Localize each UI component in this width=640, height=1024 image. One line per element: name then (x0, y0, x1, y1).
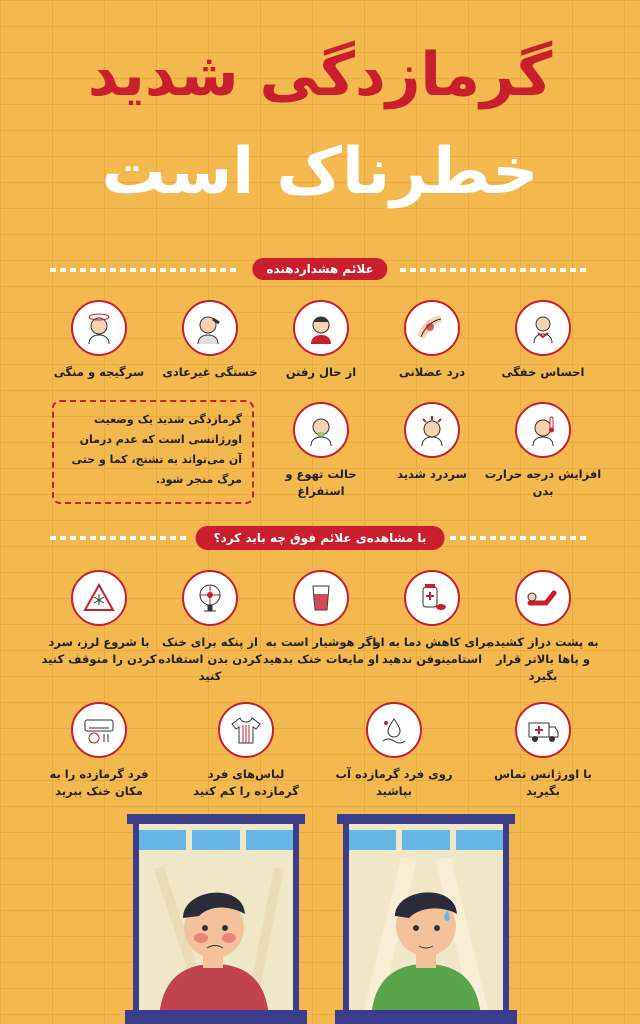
choking-icon (515, 300, 571, 356)
title-line-1: گرمازدگی شدید (87, 40, 553, 110)
symptom-label: سرگیجه و منگی (53, 365, 145, 379)
action-item (372, 570, 492, 668)
actions-section-header (0, 526, 640, 548)
symptom-item (483, 300, 603, 381)
window-top (127, 814, 305, 824)
symptom-label: افزایش درجه حرارت بدن (484, 467, 602, 498)
action-label: لباس‌های فرد گرمازده را کم کنید (193, 767, 299, 798)
window-sill (335, 1010, 517, 1024)
action-label: برای کاهش دما به او استامینوفن ندهید (373, 635, 491, 666)
action-item (39, 570, 159, 668)
warning-note: گرمازدگی شدید یک وضعیت اورژانسی است که عدم درمان آن می‌تواند به تشنج، کما و حتی مرگ منجر شود. (52, 400, 254, 504)
title-line-2: خطرناک است (101, 135, 539, 209)
fatigue-icon (182, 300, 238, 356)
symptom-item (261, 402, 381, 500)
action-label: روی فرد گرمازده آب بپاشید (335, 767, 453, 798)
no-medicine-icon (404, 570, 460, 626)
divider (50, 536, 190, 540)
section-label: با مشاهده‌ی علائم فوق چه باید کرد؟ (196, 526, 445, 550)
window-top (337, 814, 515, 824)
symptom-label: احساس خفگی (501, 365, 585, 379)
symptom-item (261, 300, 381, 381)
action-label: اگر هوشیار است به او مایعات خنک بدهید (262, 635, 380, 666)
window-illustration-right (343, 818, 509, 1024)
symptom-item (39, 300, 159, 381)
symptom-item (372, 402, 492, 483)
section-label: علائم هشداردهنده (252, 258, 387, 280)
window-panes (349, 830, 503, 850)
action-item (483, 702, 603, 800)
water-drops-icon (366, 702, 422, 758)
action-label: فرد گرمازده را به مکان خنک ببرید (49, 767, 149, 798)
action-item (150, 570, 270, 685)
sick-person-illustration (139, 858, 293, 1024)
action-item (261, 570, 381, 668)
action-item (39, 702, 159, 800)
cold-warning-icon (71, 570, 127, 626)
action-item (186, 702, 306, 800)
window-illustration-left (133, 818, 299, 1024)
fan-icon (182, 570, 238, 626)
water-glass-icon (293, 570, 349, 626)
action-label: با شروع لرز، سرد کردن را متوقف کنید (41, 635, 157, 666)
shirt-icon (218, 702, 274, 758)
action-item (334, 702, 454, 800)
fainting-icon (293, 300, 349, 356)
symptom-item (372, 300, 492, 381)
vomiting-icon (293, 402, 349, 458)
fever-icon (515, 402, 571, 458)
ambulance-icon (515, 702, 571, 758)
window-panes (139, 830, 293, 850)
action-label: با اورژانس تماس بگیرید (494, 767, 592, 798)
action-label: به پشت دراز کشیده و پاها بالاتر قرار بگیرد (487, 635, 599, 683)
action-item (483, 570, 603, 685)
symptom-label: درد عضلانی (398, 365, 466, 379)
symptom-item (150, 300, 270, 381)
symptom-label: خستگی غیرعادی (162, 365, 258, 379)
dizziness-icon (71, 300, 127, 356)
symptoms-section-header (0, 258, 640, 280)
symptom-item (483, 402, 603, 500)
action-label: از پنکه برای خنک کردن بدن استفاده کنید (158, 635, 262, 683)
symptom-label: حالت تهوع و استفراغ (285, 467, 357, 498)
headache-icon (404, 402, 460, 458)
symptom-label: از حال رفتن (285, 365, 357, 379)
air-conditioner-icon (71, 702, 127, 758)
symptom-label: سردرد شدید (397, 467, 467, 481)
sweating-person-illustration (349, 858, 503, 1024)
muscle-pain-icon (404, 300, 460, 356)
divider (400, 268, 590, 272)
window-sill (125, 1010, 307, 1024)
divider (50, 268, 240, 272)
divider (450, 536, 590, 540)
lying-down-icon (515, 570, 571, 626)
